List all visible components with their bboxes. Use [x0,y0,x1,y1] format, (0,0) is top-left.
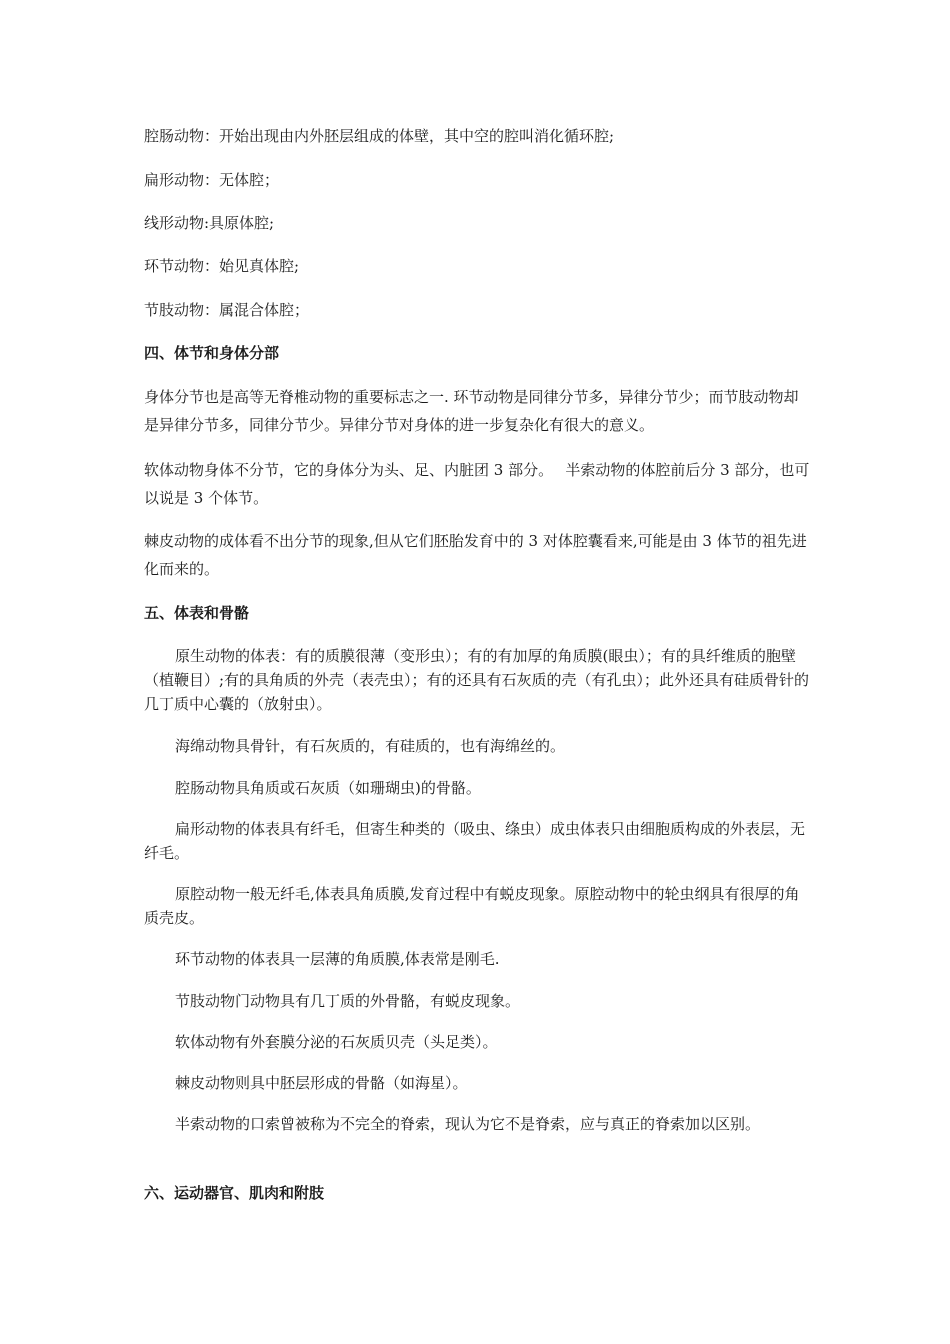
body-cavity-line-nematode: 线形动物:具原体腔; [144,214,275,232]
paragraph-skeleton-protozoa: 原生动物的体表：有的质膜很薄（变形虫）；有的有加厚的角质膜(眼虫）；有的具纤维质的胞壁（植鞭目）;有的具角质的外壳（表壳虫）；有的还具有石灰质的壳（有孔虫）；此外还具有硅质骨针的几丁质中心囊的（放射虫）。 [144,647,810,713]
paragraph-skeleton-hemichordate: 半索动物的口索曾被称为不完全的脊索，现认为它不是脊索，应与真正的脊索加以区别。 [175,1115,761,1133]
paragraph-skeleton-arthropod: 节肢动物门动物具有几丁质的外骨骼，有蜕皮现象。 [175,992,521,1010]
paragraph-segmentation-1: 身体分节也是高等无脊椎动物的重要标志之一. 环节动物是同律分节多，异律分节少；而节肢动物却是异律分节多，同律分节少。异律分节对身体的进一步复杂化有很大的意义。 [144,388,799,434]
paragraph-skeleton-sponge: 海绵动物具骨针，有石灰质的，有硅质的，也有海绵丝的。 [175,737,566,755]
body-cavity-line-arthropod: 节肢动物：属混合体腔； [144,301,310,319]
paragraph-skeleton-flatworm: 扁形动物的体表具有纤毛，但寄生种类的（吸虫、绦虫）成虫体表只由细胞质构成的外表层，无纤毛。 [144,820,806,862]
paragraph-skeleton-pseudocoelomate: 原腔动物一般无纤毛,体表具角质膜,发育过程中有蜕皮现象。原腔动物中的轮虫纲具有很厚的角质壳皮。 [144,885,800,927]
section-heading-segmentation: 四、体节和身体分部 [144,344,280,362]
paragraph-skeleton-echinoderm: 棘皮动物则具中胚层形成的骨骼（如海星）。 [175,1074,468,1092]
paragraph-segmentation-3: 棘皮动物的成体看不出分节的现象,但从它们胚胎发育中的 3 对体腔囊看来,可能是由 3 体节的祖先进化而来的。 [144,532,807,578]
section-heading-locomotion: 六、运动器官、肌肉和附肢 [144,1184,325,1202]
body-cavity-line-coelenterate: 腔肠动物：开始出现由内外胚层组成的体壁，其中空的腔叫消化循环腔; [144,127,615,145]
paragraph-skeleton-annelid: 环节动物的体表具一层薄的角质膜,体表常是刚毛. [175,950,500,968]
section-heading-skeleton: 五、体表和骨骼 [144,604,250,622]
paragraph-segmentation-2: 软体动物身体不分节，它的身体分为头、足、内脏团 3 部分。 半索动物的体腔前后分 3 部分，也可以说是 3 个体节。 [144,461,810,507]
body-cavity-line-annelid: 环节动物：始见真体腔; [144,257,300,275]
paragraph-skeleton-coelenterate: 腔肠动物具角质或石灰质（如珊瑚虫)的骨骼。 [175,779,481,797]
body-cavity-line-flatworm: 扁形动物：无体腔； [144,171,280,189]
paragraph-skeleton-mollusc: 软体动物有外套膜分泌的石灰质贝壳（头足类）。 [175,1033,498,1051]
